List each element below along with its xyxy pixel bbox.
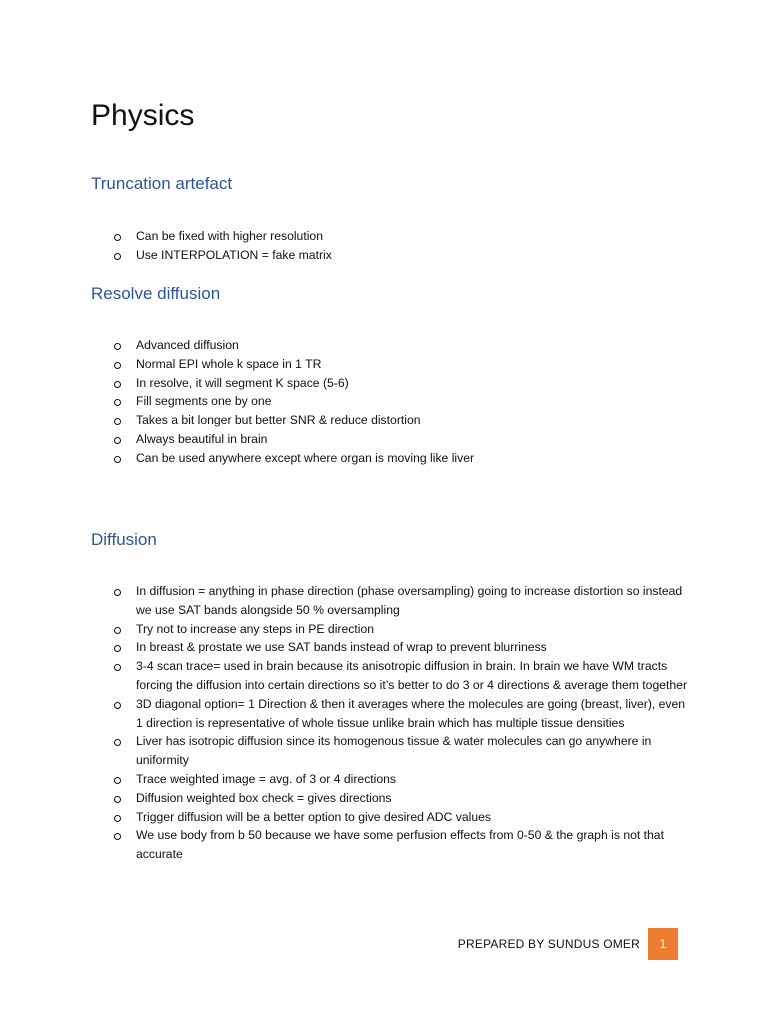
page-number-badge: 1 (648, 928, 678, 960)
hollow-bullet-icon (114, 418, 121, 425)
hollow-bullet-icon (114, 796, 121, 803)
hollow-bullet-icon (114, 437, 121, 444)
list-item: Can be fixed with higher resolution (114, 227, 694, 246)
list-item: In resolve, it will segment K space (5-6) (114, 374, 694, 393)
list-item: Use INTERPOLATION = fake matrix (114, 246, 694, 265)
hollow-bullet-icon (114, 833, 121, 840)
list-item: Diffusion weighted box check = gives directions (114, 789, 694, 808)
list-item: 3D diagonal option= 1 Direction & then it averages where the molecules are going (breast, liver), even 1 direction is representative of whole tissue unlike brain which has multiple tissue densities (114, 695, 694, 733)
list-item: Trace weighted image = avg. of 3 or 4 directions (114, 770, 694, 789)
list-item: Takes a bit longer but better SNR & reduce distortion (114, 411, 694, 430)
section-heading-resolve: Resolve diffusion (91, 284, 221, 303)
hollow-bullet-icon (114, 739, 121, 746)
section-list-resolve (114, 336, 694, 468)
list-item: Try not to increase any steps in PE direction (114, 620, 694, 639)
hollow-bullet-icon (114, 645, 121, 652)
hollow-bullet-icon (114, 253, 121, 260)
hollow-bullet-icon (114, 777, 121, 784)
hollow-bullet-icon (114, 234, 121, 241)
list-item: Can be used anywhere except where organ is moving like liver (114, 449, 694, 468)
section-heading-diffusion: Diffusion (91, 530, 157, 549)
hollow-bullet-icon (114, 627, 121, 634)
list-item: Liver has isotropic diffusion since its homogenous tissue & water molecules can go anywhere in uniformity (114, 732, 694, 770)
list-item: 3-4 scan trace= used in brain because its anisotropic diffusion in brain. In brain we have WM tracts forcing the diffusion into certain directions so it’s better to do 3 or 4 directions & average them together (114, 657, 694, 695)
section-list-truncation (114, 227, 694, 265)
hollow-bullet-icon (114, 664, 121, 671)
list-item: In diffusion = anything in phase direction (phase oversampling) going to increase distortion so instead we use SAT bands alongside 50 % oversampling (114, 582, 694, 620)
list-item: Advanced diffusion (114, 336, 694, 355)
list-item: Always beautiful in brain (114, 430, 694, 449)
list-item: Fill segments one by one (114, 392, 694, 411)
page-title: Physics (91, 99, 195, 132)
hollow-bullet-icon (114, 381, 121, 388)
hollow-bullet-icon (114, 702, 121, 709)
hollow-bullet-icon (114, 399, 121, 406)
hollow-bullet-icon (114, 362, 121, 369)
list-item: Normal EPI whole k space in 1 TR (114, 355, 694, 374)
hollow-bullet-icon (114, 456, 121, 463)
list-item: Trigger diffusion will be a better option to give desired ADC values (114, 808, 694, 827)
list-item: We use body from b 50 because we have some perfusion effects from 0-50 & the graph is not that accurate (114, 826, 694, 864)
page-footer (458, 928, 678, 960)
hollow-bullet-icon (114, 815, 121, 822)
footer-author: PREPARED BY SUNDUS OMER (457, 937, 640, 951)
list-item: In breast & prostate we use SAT bands instead of wrap to prevent blurriness (114, 638, 694, 657)
section-list-diffusion (114, 582, 694, 864)
hollow-bullet-icon (114, 343, 121, 350)
section-heading-truncation: Truncation artefact (91, 174, 233, 193)
hollow-bullet-icon (114, 589, 121, 596)
